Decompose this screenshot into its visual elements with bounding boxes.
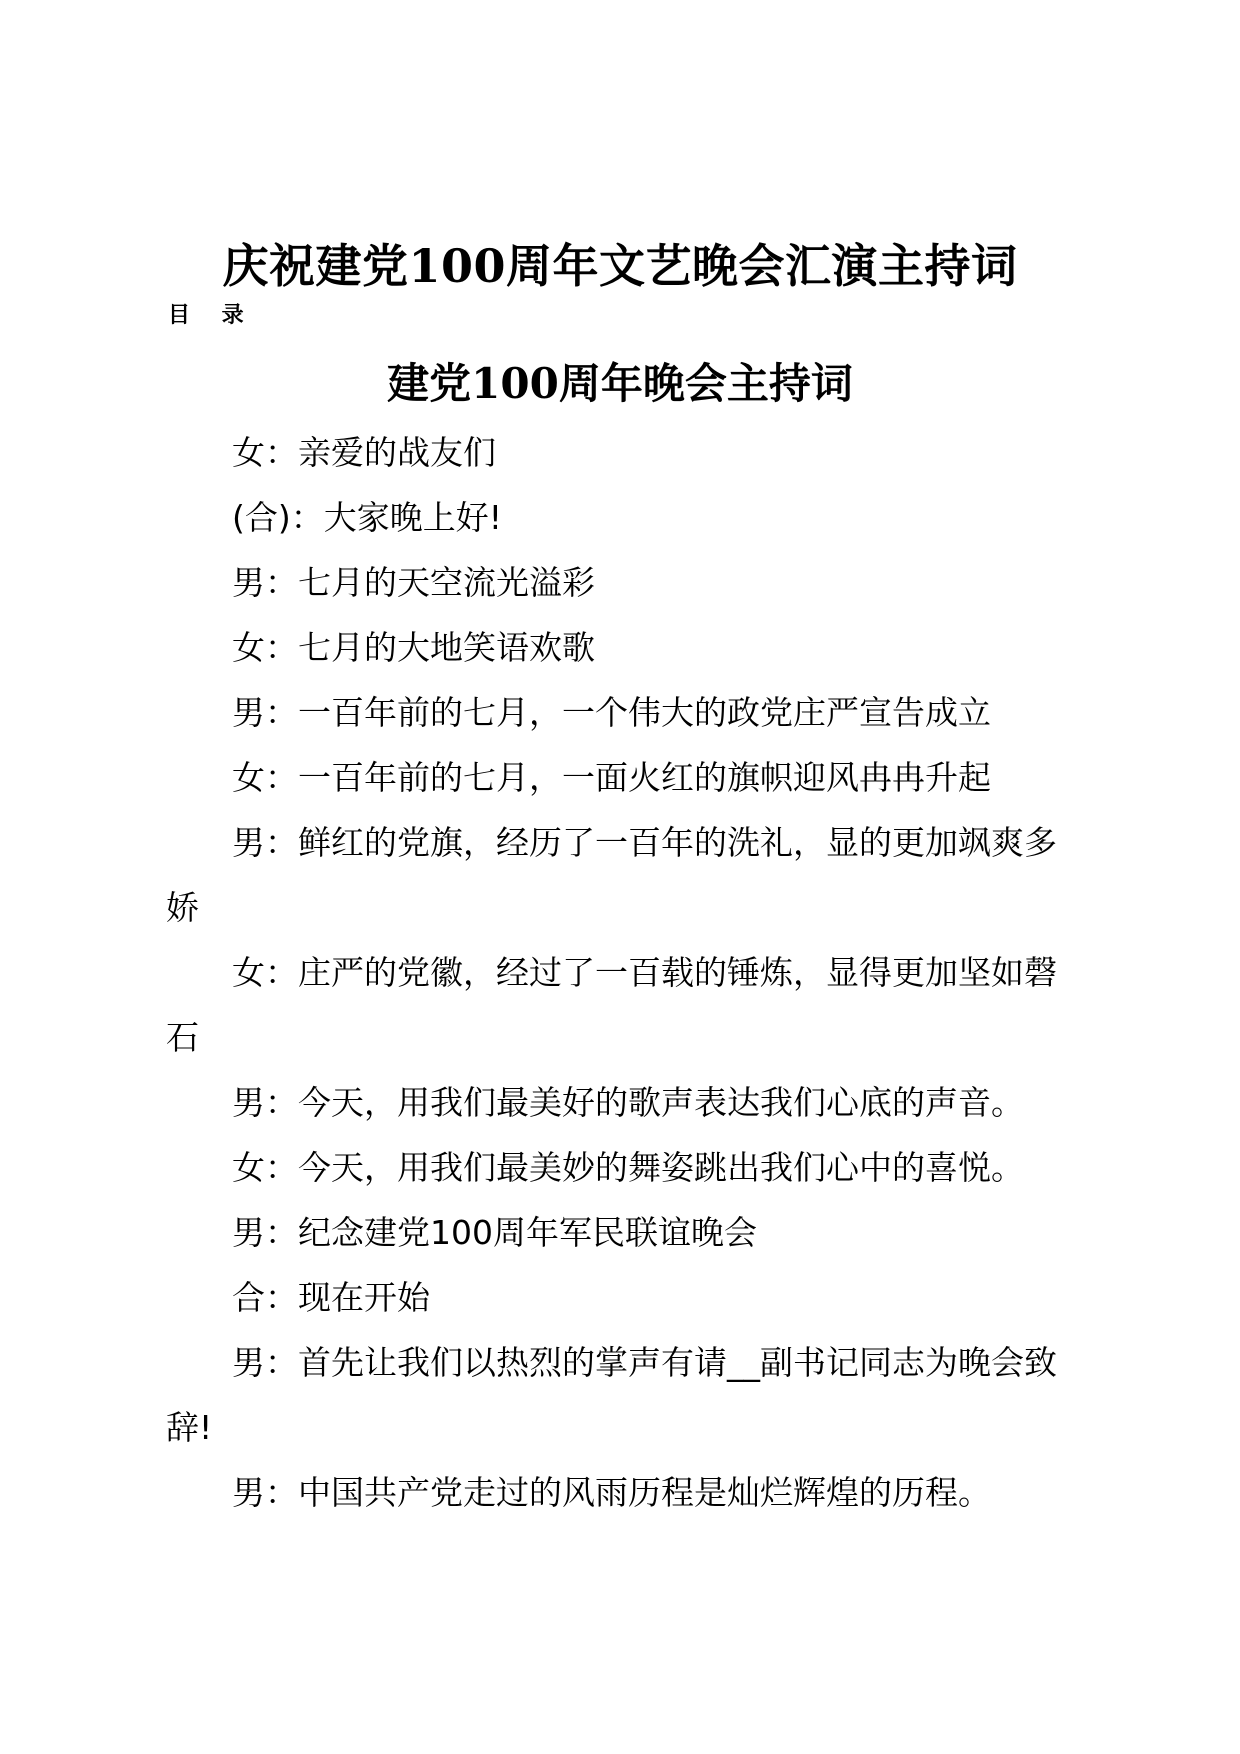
script-line: 女：一百年前的七月，一面火红的旗帜迎风冉冉升起: [232, 758, 991, 797]
script-body: [166, 420, 1086, 1525]
section-title: 建党100周年晚会主持词: [387, 359, 853, 408]
script-line: 男：首先让我们以热烈的掌声有请__副书记同志为晚会致辞!: [166, 1343, 1057, 1447]
script-line: 男：一百年前的七月，一个伟大的政党庄严宣告成立: [232, 693, 991, 732]
script-line: 男：七月的天空流光溢彩: [232, 563, 595, 602]
script-line: 女：七月的大地笑语欢歌: [232, 628, 595, 667]
script-line: 男：纪念建党100周年军民联谊晚会: [232, 1213, 757, 1252]
script-line: 合：现在开始: [232, 1278, 430, 1317]
script-line: 男：今天，用我们最美好的歌声表达我们心底的声音。: [232, 1083, 1024, 1122]
toc-label: 目 录: [168, 303, 256, 328]
script-line: (合)：大家晚上好!: [232, 498, 502, 537]
document-title: 庆祝建党100周年文艺晚会汇演主持词: [222, 239, 1018, 293]
script-line: 女：亲爱的战友们: [232, 433, 496, 472]
script-line: 男：中国共产党走过的风雨历程是灿烂辉煌的历程。: [232, 1473, 991, 1512]
script-line: 男：鲜红的党旗，经历了一百年的洗礼，显的更加飒爽多娇: [166, 823, 1057, 927]
script-line: 女：庄严的党徽，经过了一百载的锤炼，显得更加坚如磬石: [166, 953, 1057, 1057]
script-line: 女：今天，用我们最美妙的舞姿跳出我们心中的喜悦。: [232, 1148, 1024, 1187]
